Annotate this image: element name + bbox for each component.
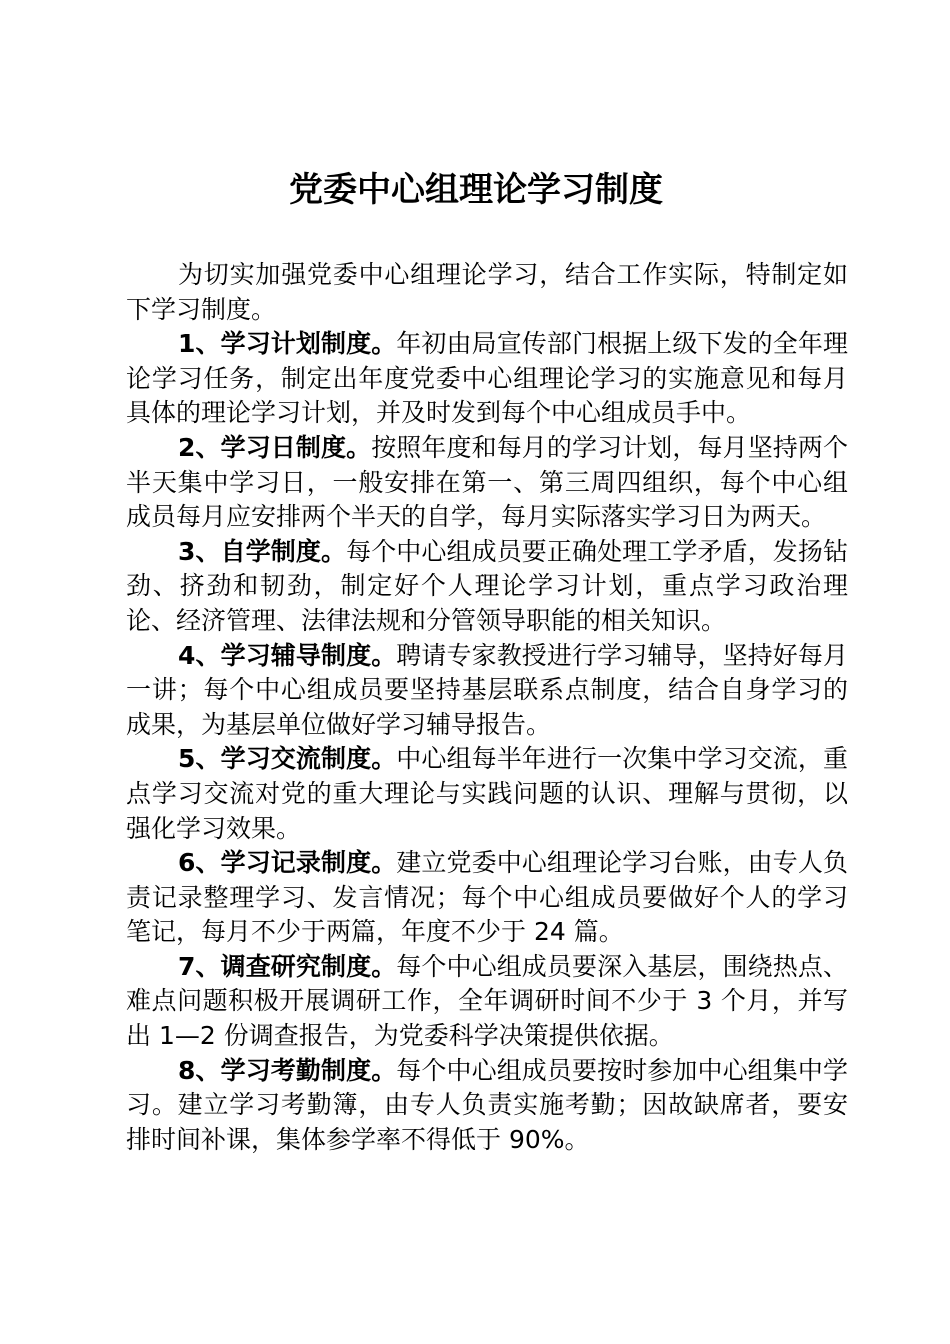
item-text: 每个中心组成员要按时参加中心组集中学习。建立学习考勤簿，由专人负责实施考勤；因故缺席者，要安排时间补课，集体参学率不得低于 90%。: [126, 1055, 848, 1154]
item-paragraph-8: [126, 1054, 848, 1158]
intro-paragraph: 为切实加强党委中心组理论学习，结合工作实际，特制定如下学习制度。: [126, 260, 848, 324]
item-heading: 7、调查研究制度。: [178, 951, 397, 981]
document-page: [126, 0, 848, 1344]
item-heading: 1、学习计划制度。: [178, 329, 397, 359]
item-heading: 5、学习交流制度。: [178, 744, 397, 774]
item-paragraph-4: [126, 639, 848, 743]
item-heading: 2、学习日制度。: [178, 432, 372, 462]
item-paragraph-6: [126, 846, 848, 950]
item-heading: 6、学习记录制度。: [178, 848, 397, 878]
document-body: [126, 258, 848, 1157]
item-text: 年初由局宣传部门根据上级下发的全年理论学习任务，制定出年度党委中心组理论学习的实施意见和每月具体的理论学习计划，并及时发到每个中心组成员手中。: [126, 329, 848, 428]
item-heading: 8、学习考勤制度。: [178, 1055, 397, 1085]
item-text: 每个中心组成员要深入基层，围绕热点、难点问题积极开展调研工作，全年调研时间不少于 3 个月，并写出 1—2 份调查报告，为党委科学决策提供依据。: [126, 951, 848, 1051]
item-text: 每个中心组成员要正确处理工学矛盾，发扬钻劲、挤劲和韧劲，制定好个人理论学习计划，重点学习政治理论、经济管理、法律法规和分管领导职能的相关知识。: [126, 536, 848, 635]
item-heading: 3、自学制度。: [178, 536, 347, 566]
item-text: 建立党委中心组理论学习台账，由专人负责记录整理学习、发言情况；每个中心组成员要做好个人的学习笔记，每月不少于两篇，年度不少于 24 篇。: [126, 848, 848, 947]
item-text: 聘请专家教授进行学习辅导，坚持好每月一讲；每个中心组成员要坚持基层联系点制度，结合自身学习的成果，为基层单位做好学习辅导报告。: [126, 640, 848, 739]
item-paragraph-3: [126, 535, 848, 639]
item-paragraph-5: [126, 742, 848, 846]
item-text: 按照年度和每月的学习计划，每月坚持两个半天集中学习日，一般安排在第一、第三周四组织，每个中心组成员每月应安排两个半天的自学，每月实际落实学习日为两天。: [126, 432, 848, 532]
document-title: 党委中心组理论学习制度: [289, 170, 663, 210]
item-text: 中心组每半年进行一次集中学习交流，重点学习交流对党的重大理论与实践问题的认识、理解与贯彻，以强化学习效果。: [126, 744, 848, 843]
item-paragraph-7: [126, 950, 848, 1054]
item-heading: 4、学习辅导制度。: [178, 640, 397, 670]
item-paragraph-1: [126, 327, 848, 431]
item-paragraph-2: [126, 431, 848, 535]
